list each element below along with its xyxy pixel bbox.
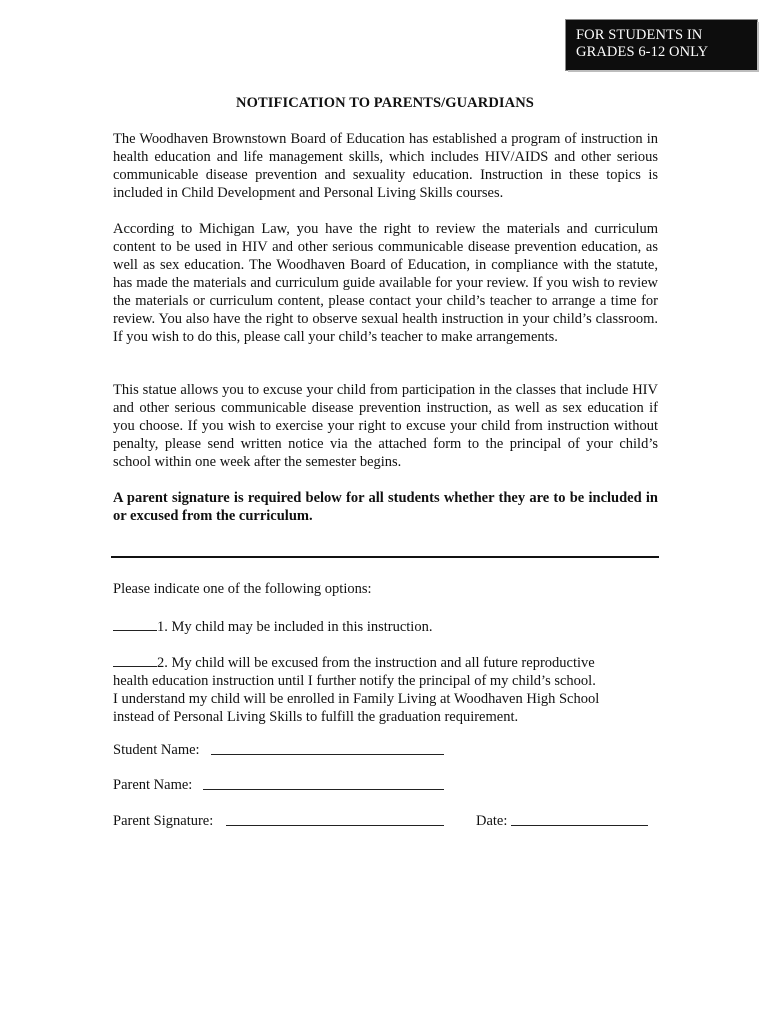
page-title: NOTIFICATION TO PARENTS/GUARDIANS: [236, 95, 534, 111]
option-1-checkline[interactable]: [113, 616, 157, 631]
student-name-row: [113, 741, 200, 759]
grade-restriction-badge: [566, 20, 757, 70]
date-label: Date:: [476, 813, 508, 829]
parent-name-row: [113, 776, 192, 794]
parent-signature-field[interactable]: [226, 811, 444, 826]
student-name-field[interactable]: [211, 740, 444, 755]
excuse-paragraph: This statue allows you to excuse your child from participation in the classes that include HIV and other serious communicable disease prevention instruction, as well as sex education if you choose. If you wish to exercise your right to excuse your child from instruction without penalty, please send written notice via the attached form to the principal of your child’s school within one week after the semester begins.: [113, 382, 658, 470]
badge-line-1: FOR STUDENTS IN: [576, 27, 703, 43]
date-field[interactable]: [511, 811, 648, 826]
option-2-label-line-2: health education instruction until I further notify the principal of my child’s school.: [113, 673, 596, 689]
option-2-label-line-4: instead of Personal Living Skills to fulfill the graduation requirement.: [113, 709, 519, 725]
options-prompt: Please indicate one of the following options:: [113, 581, 372, 597]
option-1-label: 1. My child may be included in this instruction.: [157, 619, 433, 635]
option-2-label-line-3: I understand my child will be enrolled in Family Living at Woodhaven High School: [113, 691, 600, 707]
rights-paragraph: According to Michigan Law, you have the right to review the materials and curriculum content to be used in HIV and other serious communicable disease prevention education, as well as sex education. The Woodhaven Board of Education, in compliance with the statute, has made the materials and curriculum guide available for your review. If you wish to review the materials or curriculum content, please contact your child’s teacher to arrange a time for review. You also have the right to observe sexual health instruction in your child’s classroom. If you wish to do this, please call your child’s teacher to make arrangements.: [113, 221, 658, 345]
option-1: [113, 616, 432, 636]
student-name-label: Student Name:: [113, 742, 200, 758]
option-2-checkline[interactable]: [113, 652, 157, 667]
parent-signature-row: [113, 812, 213, 830]
option-2: [113, 652, 599, 726]
signature-notice: A parent signature is required below for all students whether they are to be included in or excused from the curriculum.: [113, 490, 658, 524]
badge-line-2: GRADES 6-12 ONLY: [576, 44, 709, 60]
date-row: [476, 812, 507, 830]
parent-signature-label: Parent Signature:: [113, 813, 214, 829]
section-divider: [111, 556, 659, 558]
intro-paragraph: The Woodhaven Brownstown Board of Education has established a program of instruction in health education and life management skills, which includes HIV/AIDS and other serious communicable disease prevention and sexuality education. Instruction in these topics is included in Child Development and Personal Living Skills courses.: [113, 131, 658, 201]
option-2-label-line-1: 2. My child will be excused from the instruction and all future reproductive: [157, 655, 595, 671]
parent-name-field[interactable]: [203, 775, 444, 790]
parent-name-label: Parent Name:: [113, 777, 193, 793]
